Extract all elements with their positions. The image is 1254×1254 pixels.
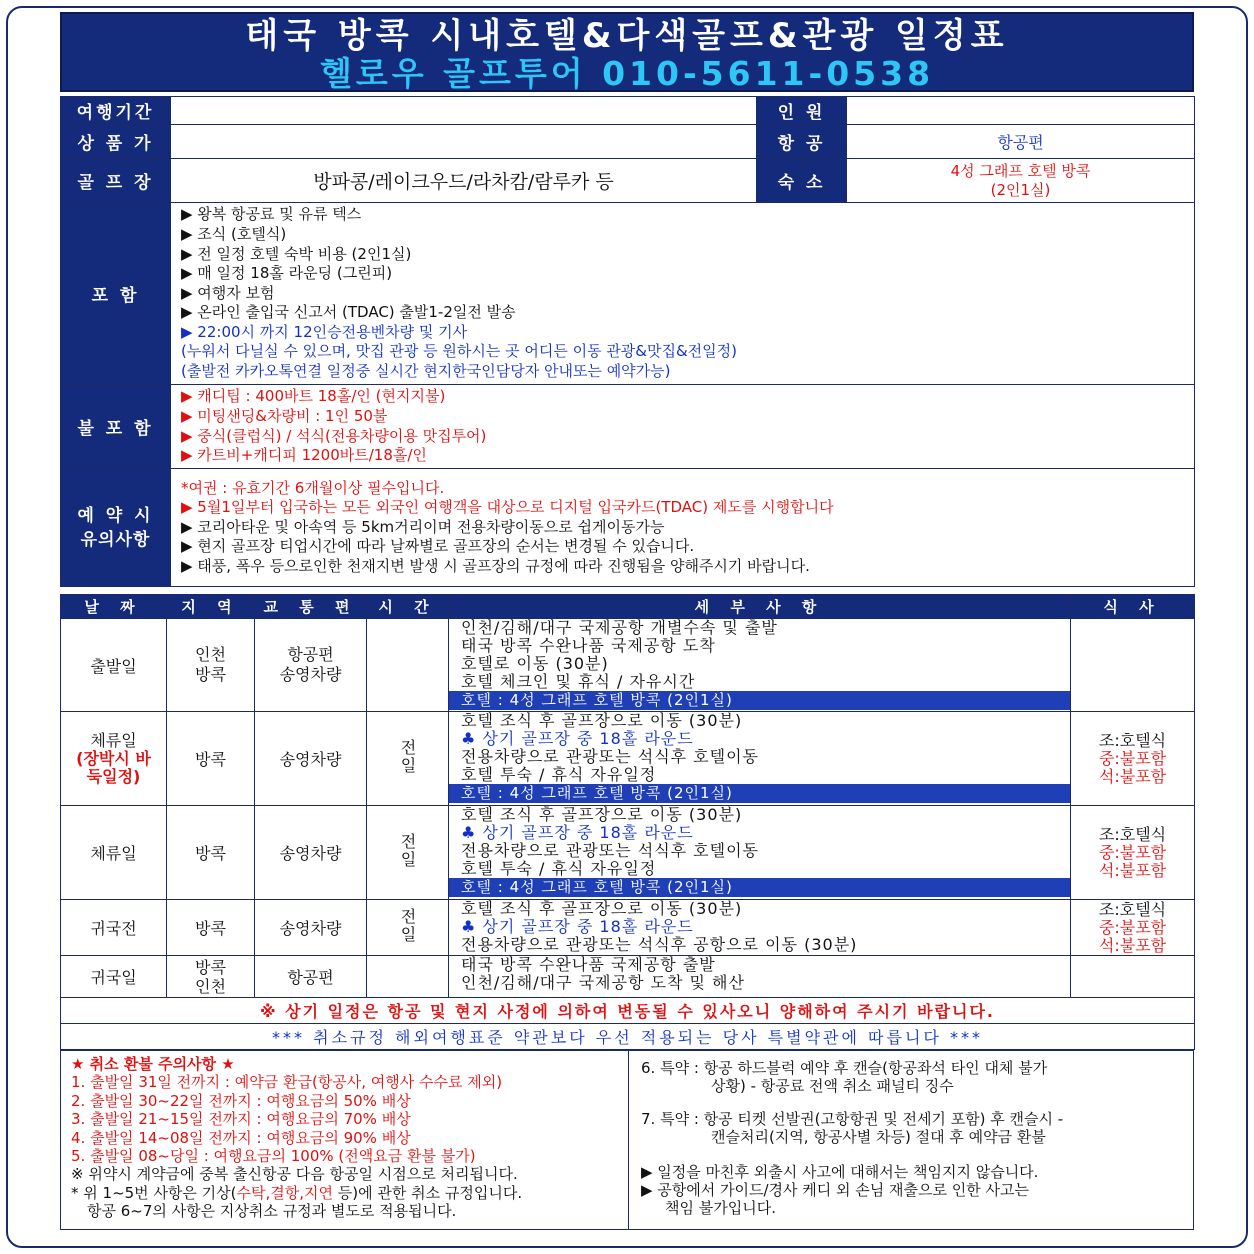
list-item: 5. 출발일 08~당일 : 여행요금의 100% (전액요금 환불 불가) — [71, 1147, 476, 1166]
notes-list — [171, 469, 1195, 587]
table-row — [61, 619, 1195, 712]
golf-label: 골 프 장 — [61, 159, 171, 203]
day-details: 호텔 조식 후 골프장으로 이동 (30분) ♣ 상기 골프장 중 18홀 라운드 전용차량으로 관광또는 석식후 호텔이동 호텔 투숙 / 휴식 자유일정 호텔 : 4성 그래프 호텔 방콕 (2인1실) — [449, 806, 1071, 900]
list-item: ▶ 태풍, 폭우 등으로인한 천재지변 발생 시 골프장의 규정에 따라 진행됨을 양해주시기 바랍니다. — [181, 556, 810, 575]
list-item: 3. 출발일 21~15일 전까지 : 여행요금의 70% 배상 — [71, 1110, 411, 1129]
day-time: 전일 — [367, 806, 449, 900]
day-details: 인천/김해/대구 국제공항 개별수속 및 출발 태국 방콕 수완나품 국제공항 도착 호텔로 이동 (30분) 호텔 체크인 및 휴식 / 자유시간 호텔 : 4성 그래프 호텔 방콕 (2인1실) — [449, 619, 1071, 712]
day-meal — [1071, 619, 1195, 712]
airline-label: 항 공 — [757, 125, 847, 159]
list-item: ※ 위약시 계약금에 중복 출신항공 다음 항공일 시점으로 처리됩니다. — [71, 1165, 518, 1184]
table-row — [61, 900, 1195, 956]
include-label: 포 함 — [61, 203, 171, 385]
price-label: 상 품 가 — [61, 125, 171, 159]
col-meal: 식 사 — [1071, 595, 1195, 619]
list-item: ▶ 22:00시 까지 12인승전용벤차량 및 기사 — [181, 322, 468, 341]
exclude-list — [171, 385, 1195, 469]
list-item: 캔슬처리(지역, 항공사별 차등) 절대 후 예약금 환불 — [711, 1128, 1046, 1147]
people-value — [847, 97, 1195, 125]
list-item: ▶ 일정을 마친후 외출시 사고에 대해서는 책임지지 않습니다. — [641, 1162, 1039, 1181]
list-item: ▶ 매 일정 18홀 라운딩 (그린피) — [181, 264, 393, 283]
day-details: 태국 방콕 수완나품 국제공항 출발 인천/김해/대구 국제공항 도착 및 해산 — [449, 956, 1071, 998]
golf-value: 방파콩/레이크우드/라차캄/람루카 등 — [171, 159, 757, 203]
period-value — [171, 97, 757, 125]
col-time: 시 간 — [367, 595, 449, 619]
day-details: 호텔 조식 후 골프장으로 이동 (30분) ♣ 상기 골프장 중 18홀 라운드 전용차량으로 관광또는 석식후 호텔이동 호텔 투숙 / 휴식 자유일정 호텔 : 4성 그래프 호텔 방콕 (2인1실) — [449, 712, 1071, 806]
people-label: 인 원 — [757, 97, 847, 125]
hotel-bar: 호텔 : 4성 그래프 호텔 방콕 (2인1실) — [449, 878, 1070, 897]
day-region: 방콕 — [167, 806, 255, 900]
day-transport: 송영차량 — [255, 900, 367, 956]
hotel-bar: 호텔 : 4성 그래프 호텔 방콕 (2인1실) — [449, 691, 1070, 710]
table-row — [61, 806, 1195, 900]
airline-value: 항공편 — [847, 125, 1195, 159]
list-item: ▶ 여행자 보험 — [181, 283, 275, 302]
list-item: 상황) - 항공료 전액 취소 패널티 징수 — [711, 1077, 954, 1096]
list-item: 7. 특약 : 항공 티켓 선발권(고항항권 및 전세기 포함) 후 캔슬시 - — [641, 1109, 1064, 1128]
cancel-policy-notice: *** 취소규정 해외여행표준 약관보다 우선 적용되는 당사 특별약관에 따릅니다 *** — [61, 1024, 1195, 1050]
col-region: 지 역 — [167, 595, 255, 619]
page-header — [60, 12, 1194, 92]
day-time — [367, 619, 449, 712]
schedule-table — [60, 594, 1195, 1050]
day-date: 출발일 — [61, 619, 167, 712]
day-transport: 송영차량 — [255, 806, 367, 900]
list-item: ▶ 미팅샌딩&차량비 : 1인 50불 — [181, 406, 388, 425]
list-item: ▶ 전 일정 호텔 숙박 비용 (2인1실) — [181, 244, 412, 263]
day-meal — [1071, 956, 1195, 998]
list-item: 2. 출발일 30~22일 전까지 : 여행요금의 50% 배상 — [71, 1091, 411, 1110]
day-region: 인천 방콕 — [167, 619, 255, 712]
col-details: 세 부 사 항 — [449, 595, 1071, 619]
list-item: ▶ 중식(클럽식) / 석식(전용차량이용 맛집투어) — [181, 426, 487, 445]
page-subtitle: 헬로우 골프투어 010-5611-0538 — [319, 54, 935, 93]
day-time — [367, 956, 449, 998]
exclude-label: 불 포 함 — [61, 385, 171, 469]
period-label: 여행기간 — [61, 97, 171, 125]
list-item: (출발전 카카오톡연결 일정중 실시간 현지한국인담당자 안내또는 예약가능) — [181, 362, 671, 381]
hotel-bar: 호텔 : 4성 그래프 호텔 방콕 (2인1실) — [449, 784, 1070, 803]
day-region: 방콕 — [167, 900, 255, 956]
list-item: 6. 특약 : 항공 하드블럭 예약 후 캔슬(항공좌석 타인 대체 불가 — [641, 1059, 1048, 1077]
list-item: ▶ 코리아타운 및 아속역 등 5km거리이며 전용차량이동으로 쉽게이동가능 — [181, 517, 665, 536]
table-row — [61, 956, 1195, 998]
day-time: 전일 — [367, 900, 449, 956]
cancel-right — [629, 1051, 1195, 1229]
list-item: (누워서 다닐실 수 있으며, 맛집 관광 등 원하시는 곳 어디든 이동 관광&맛집&전일정) — [181, 342, 737, 361]
table-row — [61, 712, 1195, 806]
day-region: 방콕 인천 — [167, 956, 255, 998]
day-date: 귀국일 — [61, 956, 167, 998]
list-item: 책임 불가입니다. — [665, 1199, 776, 1218]
day-time: 전일 — [367, 712, 449, 806]
include-list — [171, 203, 1195, 385]
cancel-section — [60, 1050, 1194, 1230]
list-item: *여권 : 유효기간 6개월이상 필수입니다. — [181, 478, 445, 497]
col-transport: 교 통 편 — [255, 595, 367, 619]
info-table — [60, 96, 1195, 587]
day-date: 체류일 (장박시 바둑일정) — [61, 712, 167, 806]
list-item: 항공 6~7의 사항은 지상취소 규정과 별도로 적용됩니다. — [87, 1202, 457, 1221]
list-item: ▶ 캐디팁 : 400바트 18홀/인 (현지지불) — [181, 387, 446, 406]
list-item: ▶ 현지 골프장 티업시간에 따라 날짜별로 골프장의 순서는 변경될 수 있습니다. — [181, 537, 695, 556]
hotel-value — [847, 159, 1195, 203]
day-details: 호텔 조식 후 골프장으로 이동 (30분) ♣ 상기 골프장 중 18홀 라운드 전용차량으로 관광또는 석식후 공항으로 이동 (30분) — [449, 900, 1071, 956]
cancel-title: ★ 취소 환불 주의사항 ★ — [71, 1055, 235, 1073]
day-meal: 조:호텔식 중:불포함 석:불포함 — [1071, 900, 1195, 956]
list-item: 4. 출발일 14~08일 전까지 : 여행요금의 90% 배상 — [71, 1128, 411, 1147]
page-title: 태국 방콕 시내호텔&다색골프&관광 일정표 — [245, 16, 1009, 56]
notes-label: 예 약 시 유의사항 — [61, 469, 171, 587]
list-item: ▶ 온라인 출입국 신고서 (TDAC) 출발1-2일전 발송 — [181, 303, 516, 322]
day-date: 귀국전 — [61, 900, 167, 956]
day-transport: 송영차량 — [255, 712, 367, 806]
list-item: ▶ 공항에서 가이드/경사 케디 외 손님 재출으로 인한 사고는 — [641, 1181, 1030, 1200]
hotel-room: (2인1실) — [990, 180, 1051, 199]
day-meal: 조:호텔식 중:불포함 석:불포함 — [1071, 712, 1195, 806]
day-meal: 조:호텔식 중:불포함 석:불포함 — [1071, 806, 1195, 900]
list-item: 1. 출발일 31일 전까지 : 예약금 환급(항공사, 여행사 수수료 제외) — [71, 1073, 503, 1092]
hotel-name: 4성 그래프 호텔 방콕 — [950, 161, 1091, 180]
list-item: ▶ 조식 (호텔식) — [181, 224, 287, 243]
hotel-label: 숙 소 — [757, 159, 847, 203]
col-date: 날 짜 — [61, 595, 167, 619]
list-item: ▶ 왕복 항공료 및 유류 텍스 — [181, 205, 362, 224]
day-region: 방콕 — [167, 712, 255, 806]
schedule-change-notice: ※ 상기 일정은 항공 및 현지 사정에 의하여 변동될 수 있사오니 양해하여 주시기 바랍니다. — [61, 998, 1195, 1024]
cancel-left — [61, 1051, 629, 1229]
list-item: ▶ 5월1일부터 입국하는 모든 외국인 여행객을 대상으로 디지털 입국카드(TDAC) 제도를 시행합니다 — [181, 498, 834, 517]
list-item: ▶ 카트비+캐디피 1200바트/18홀/인 — [181, 446, 427, 465]
list-item: * 위 1~5번 사항은 기상(수탁,결항,지연 등)에 관한 취소 규정입니다. — [71, 1183, 523, 1202]
price-value — [171, 125, 757, 159]
day-date: 체류일 — [61, 806, 167, 900]
day-transport: 항공편 — [255, 956, 367, 998]
day-transport: 항공편 송영차량 — [255, 619, 367, 712]
